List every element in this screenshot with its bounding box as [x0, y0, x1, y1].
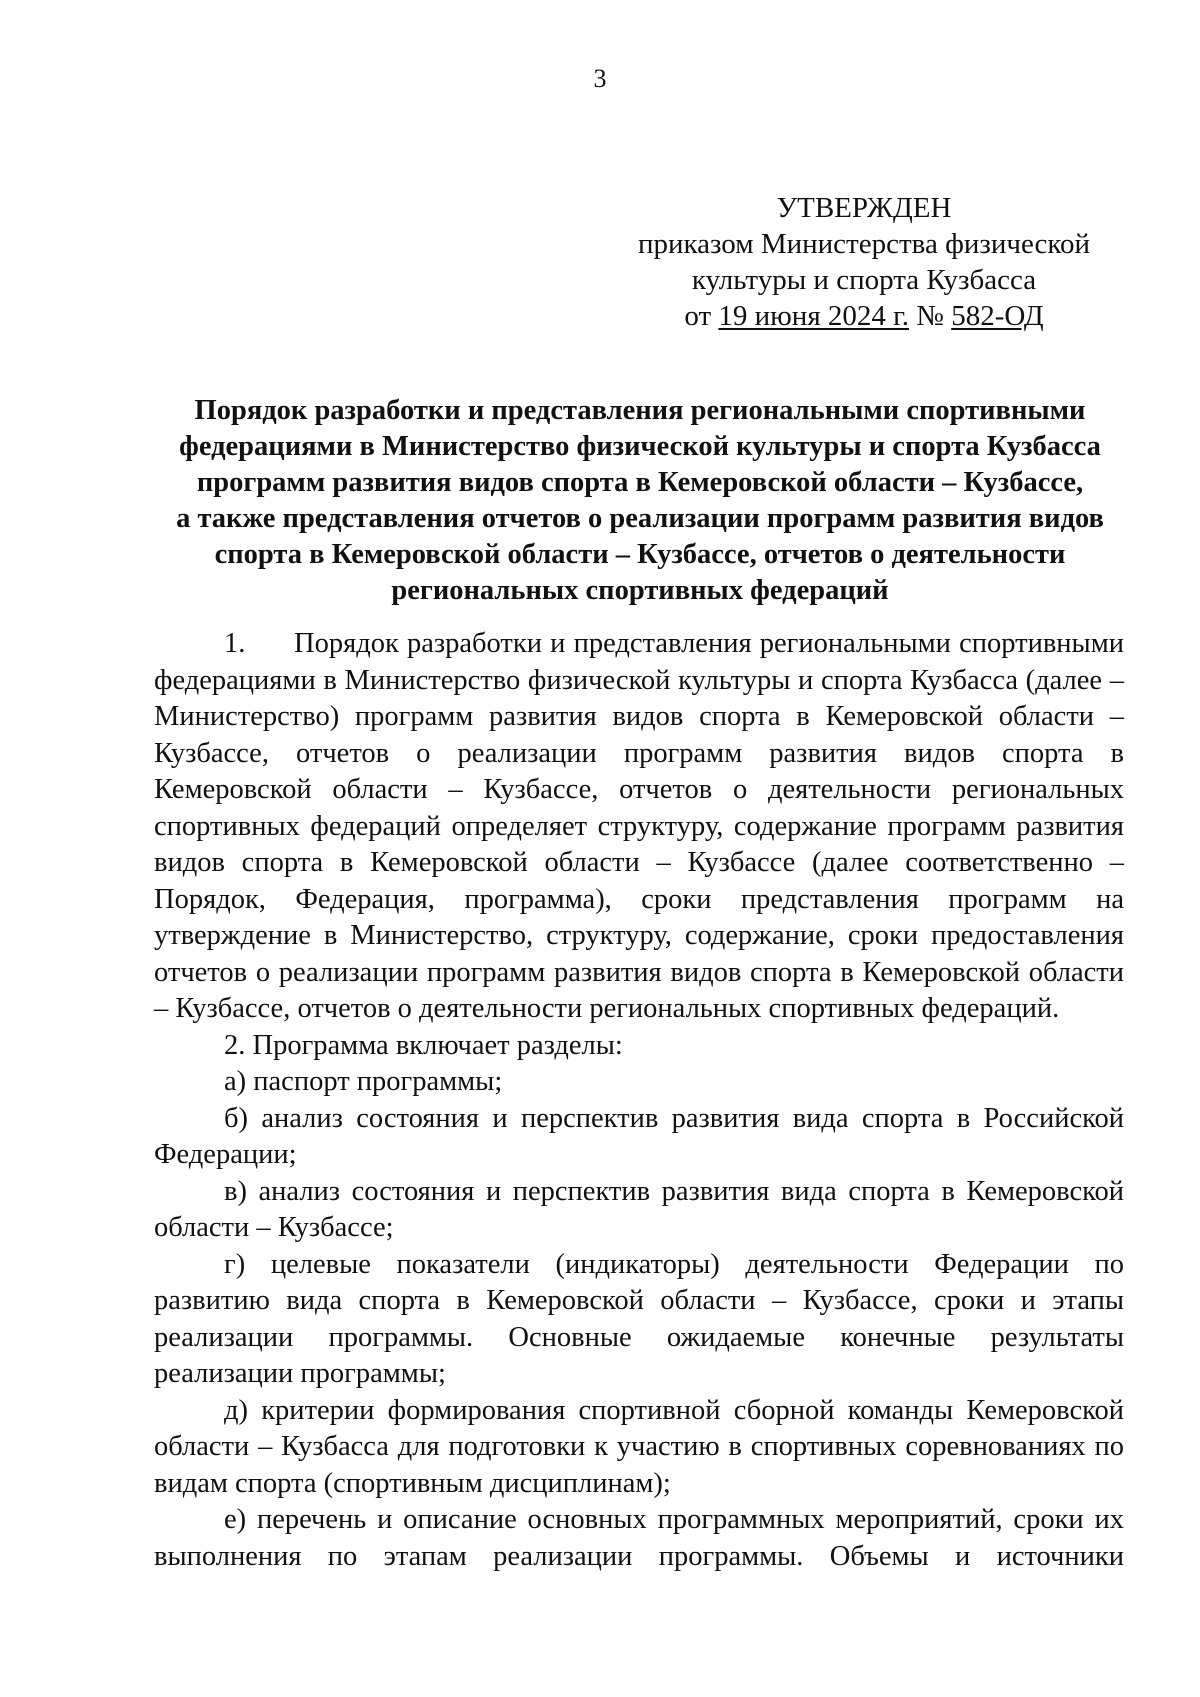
title-line: региональных спортивных федераций: [391, 575, 889, 606]
page-number: 3: [593, 64, 607, 93]
approval-date-prefix: от: [684, 300, 712, 332]
list-item-d: д) критерии формирования спортивной сборной команды Кемеровской области – Кузбасса для подготовки к участию в спортивных соревнованиях по видам спорта (спортивным дисциплинам);: [154, 1394, 1124, 1499]
title-line: спорта в Кемеровской области – Кузбассе, отчетов о деятельности: [214, 539, 1066, 570]
approval-number-prefix: №: [916, 300, 944, 332]
list-item-b: б) анализ состояния и перспектив развития вида спорта в Российской Федерации;: [154, 1102, 1124, 1170]
title-line: а также представления отчетов о реализации программ развития видов: [176, 503, 1104, 534]
list-item-a: а) паспорт программы;: [224, 1066, 503, 1097]
title-line: программ развития видов спорта в Кемеровской области – Кузбассе,: [196, 467, 1084, 498]
list-item-e: е) перечень и описание основных программных мероприятий, сроки их выполнения по этапам реализации программы. Объемы и источники: [154, 1504, 1124, 1572]
paragraph-1-text: Порядок разработки и представления региональными спортивными федерациями в Министерство физической культуры и спорта Кузбасса (далее – Министерство) программ развития видов спорта в Кемеровской области – Кузбассе, отчетов о реализации программ развития видов спорта в Кемеровской области – Кузбассе, отчетов о деятельности региональных спортивных федераций определяет структуру, содержание программ развития видов спорта в Кемеровской области – Кузбассе (далее соответственно – Порядок, Федерация, программа), сроки представления программ на утверждение в Министерство, структуру, содержание, сроки предоставления отчетов о реализации программ развития видов спорта в Кемеровской области – Кузбассе, отчетов о деятельности региональных спортивных федераций.: [154, 628, 1124, 1024]
document-body: [154, 626, 1124, 1575]
approval-issuer-line2: культуры и спорта Кузбасса: [691, 264, 1037, 296]
paragraph-1-number: 1.: [224, 628, 246, 659]
approval-date: 19 июня 2024 г.: [718, 300, 910, 332]
title-line: Порядок разработки и представления региональными спортивными: [194, 395, 1086, 426]
approval-date-line: [634, 298, 1094, 334]
approval-stamp: [634, 190, 1094, 334]
paragraph-1: [154, 626, 1124, 1028]
approval-heading: УТВЕРЖДЕН: [776, 192, 952, 224]
approval-issuer-line1: приказом Министерства физической: [637, 228, 1091, 260]
document-title: [150, 393, 1130, 609]
paragraph-2: 2. Программа включает разделы:: [224, 1029, 623, 1061]
approval-number: 582-ОД: [951, 300, 1044, 332]
list-item-v: в) анализ состояния и перспектив развития вида спорта в Кемеровской области – Кузбассе;: [154, 1175, 1124, 1243]
title-line: федерациями в Министерство физической культуры и спорта Кузбасса: [179, 431, 1101, 462]
list-item-g: г) целевые показатели (индикаторы) деятельности Федерации по развитию вида спорта в Кемеровской области – Кузбассе, сроки и этапы реализации программы. Основные ожидаемые конечные результаты реализации программы;: [154, 1248, 1124, 1389]
